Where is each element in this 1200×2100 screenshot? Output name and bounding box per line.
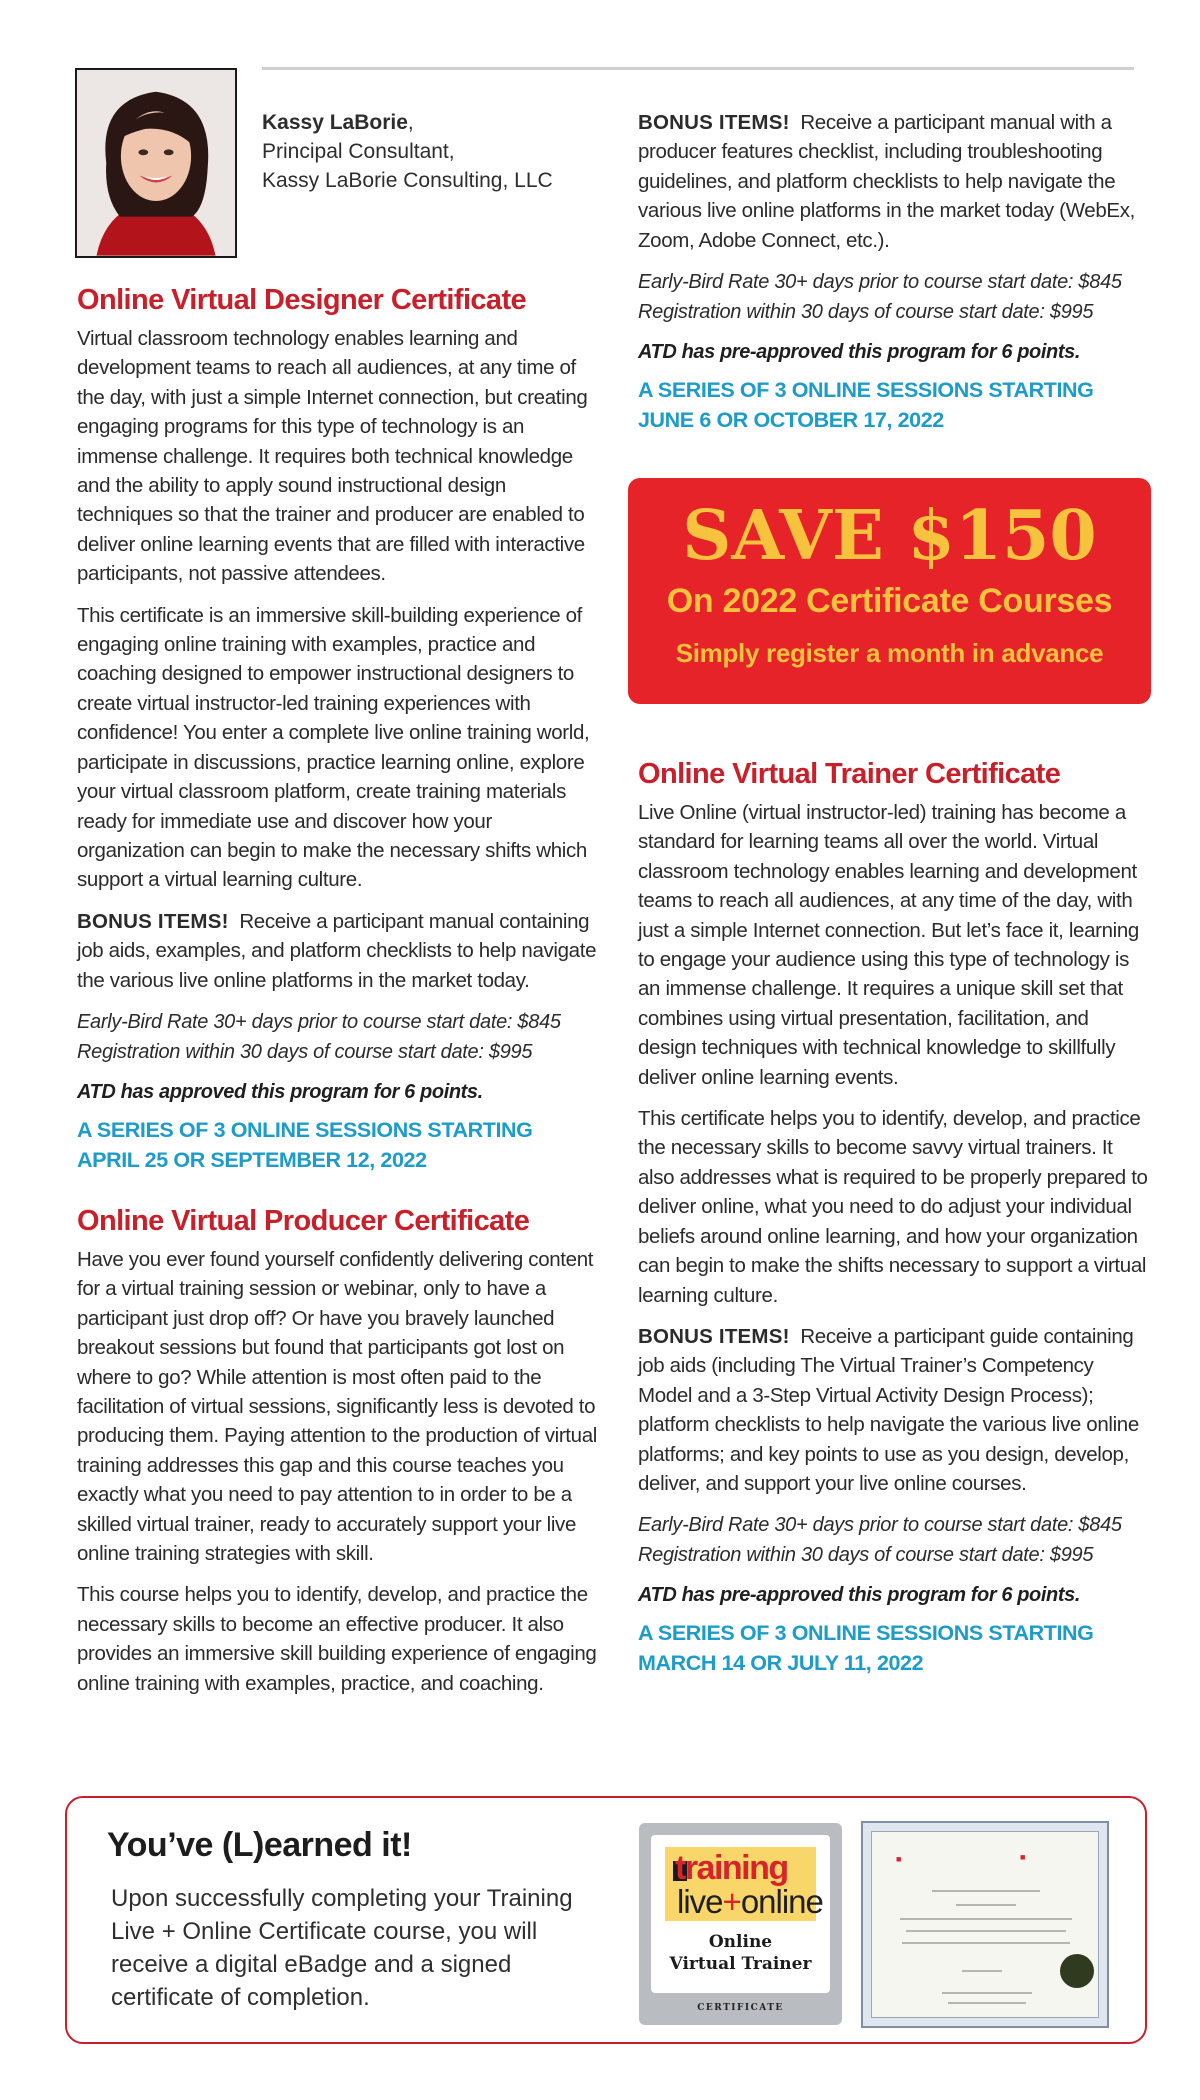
producer-title: Online Virtual Producer Certificate [77,1204,530,1237]
right-column-top [638,108,1150,435]
designer-rate-early: Early-Bird Rate 30+ days prior to course start date: $845 [77,1010,561,1033]
designer-rate-regular: Registration within 30 days of course start date: $995 [77,1040,533,1063]
author-name: Kassy LaBorie [262,111,408,134]
author-block [262,108,592,195]
ebadge-name-line2: Virtual Trainer [669,1954,812,1974]
producer-series-line1: A SERIES OF 3 ONLINE SESSIONS STARTING [638,378,1094,403]
designer-para2: This certificate is an immersive skill-building experience of engaging online training with examples, practice and coaching designed to empower instructional designers to create virtual instructor-led training experiences with confidence! You enter a complete live online training world, participate in discussions, practice learning online, explore your virtual classroom platform, create training materials ready for immediate use and discover how your organization can begin to make the necessary shifts which support a virtual learning culture. [77,603,590,892]
save-note: Simply register a month in advance [675,638,1104,668]
training-logo [665,1847,823,1921]
ebadge-card [651,1835,830,1993]
certificate-paper [871,1831,1099,2018]
producer-series-line2: JUNE 6 OR OCTOBER 17, 2022 [638,408,944,433]
designer-series [77,1115,597,1175]
trainer-section [638,756,1150,1678]
trainer-series-line2: MARCH 14 OR JULY 11, 2022 [638,1651,924,1676]
trainer-rate-early: Early-Bird Rate 30+ days prior to course start date: $845 [638,1514,1122,1537]
trainer-rate-regular: Registration within 30 days of course start date: $995 [638,1544,1094,1567]
designer-section [77,282,597,1175]
logo-live: live [677,1883,723,1920]
designer-rates [77,1007,597,1067]
designer-atd: ATD has approved this program for 6 points. [77,1080,483,1103]
designer-series-line1: A SERIES OF 3 ONLINE SESSIONS STARTING [77,1117,533,1142]
author-company: Kassy LaBorie Consulting, LLC [262,169,553,192]
save-banner [628,478,1151,704]
designer-bonus-text: Receive a participant manual containing job aids, examples, and platform checklists to help navigate the various live online platforms in the market today. [77,909,597,992]
producer-bonus-label: BONUS ITEMS! [638,111,790,134]
save-headline: SAVE $150 [682,496,1097,576]
trainer-atd: ATD has pre-approved this program for 6 points. [638,1584,1080,1607]
certificate-logo-left-icon: ■ [896,1854,902,1864]
producer-atd: ATD has pre-approved this program for 6 points. [638,341,1080,364]
ebadge-name-line1: Online [708,1932,773,1952]
learned-text: Upon successfully completing your Training Live + Online Certificate course, you will receive a digital eBadge and a signed certificate of completion. [111,1885,573,2011]
designer-title: Online Virtual Designer Certificate [77,284,527,316]
top-divider [262,67,1134,70]
learned-title: You’ve (L)earned it! [107,1826,412,1864]
trainer-series [638,1618,1150,1678]
ebadge-footer: CERTIFICATE [697,2003,784,2013]
author-name-comma: , [407,111,414,134]
ebadge-image [639,1823,842,2025]
ebadge-name [651,1931,830,1975]
producer-para1: Have you ever found yourself confidently delivering content for a virtual training session or webinar, only to have a participant just drop off? Or have you bravely launched breakout sessions but found that participants got lost on where to go? While attention is most often paid to the facilitation of virtual sessions, significantly less is devoted to producing them. Paying attention to the production of virtual training addresses this gap and this course teaches you exactly what you need to pay attention to in order to be a skilled virtual trainer, ready to accurately support your live online training strategies with skill. [77,1247,597,1565]
trainer-bonus-text: Receive a participant guide containing job aids (including The Virtual Trainer’s Competency Model and a 3-Step Virtual Activity Design Process); platform checklists to help navigate the various live online platforms; and key points to use as you design, develop, deliver, and support your live online courses. [638,1324,1139,1495]
designer-bonus-label: BONUS ITEMS! [77,909,229,933]
certificate-image [861,1821,1109,2028]
save-subhead: On 2022 Certificate Courses [666,582,1113,620]
designer-series-line2: APRIL 25 OR SEPTEMBER 12, 2022 [77,1147,427,1172]
trainer-title: Online Virtual Trainer Certificate [638,758,1061,790]
certificate-seal-icon [1060,1954,1094,1988]
producer-section [77,1203,597,1698]
producer-para2: This course helps you to identify, develop, and practice the necessary skills to become an effective producer. It also provides an immersive skill building experience of engaging online training with examples, practice, and coaching. [77,1583,597,1695]
logo-plus: + [722,1883,741,1920]
producer-bonus [638,108,1150,255]
producer-rates [638,267,1150,327]
trainer-bonus [638,1322,1150,1498]
producer-series [638,375,1150,435]
designer-para1: Virtual classroom technology enables learning and development teams to reach all audiences, at any time of the day, with just a simple Internet connection, but creating engaging programs for this type of technology is an immense challenge. It requires both technical knowledge and the ability to apply sound instructional design techniques so that the trainer and producer are enabled to deliver online learning events that are filled with interactive participants, not passive attendees. [77,327,588,586]
logo-online: online [740,1883,823,1920]
producer-rate-regular: Registration within 30 days of course start date: $995 [638,301,1094,324]
learned-box [65,1796,1147,2044]
trainer-bonus-label: BONUS ITEMS! [638,1324,790,1348]
trainer-rates [638,1510,1150,1570]
left-column [77,282,597,1710]
designer-bonus [77,907,597,995]
producer-rate-early: Early-Bird Rate 30+ days prior to course start date: $845 [638,271,1122,294]
trainer-series-line1: A SERIES OF 3 ONLINE SESSIONS STARTING [638,1621,1094,1646]
trainer-para2: This certificate helps you to identify, develop, and practice the necessary skills to become savvy virtual trainers. It also addresses what is required to be properly prepared to deliver online, what you need to do adjust your individual beliefs around online learning, and how your organization can begin to make the shifts necessary to support a virtual learning culture. [638,1107,1148,1307]
author-title: Principal Consultant, [262,140,455,163]
producer-bonus-text: Receive a participant manual with a producer features checklist, including troubleshooting guidelines, and platform checklists to help navigate the various live online platforms in the market today (WebEx, Zoom, Adobe Connect, etc.). [638,111,1135,252]
trainer-para1: Live Online (virtual instructor-led) training has become a standard for learning teams all over the world. Virtual classroom technology enables learning and development teams to reach all audiences, at any time of the day, with just a simple Internet connection. But let’s face it, learning to engage your audience using this type of technology is an immense challenge. It requires a unique skill set that combines using virtual presentation, facilitation, and design techniques with technical knowledge to skillfully deliver online learning events. [638,801,1139,1089]
certificate-logo-right-icon: ■ [1020,1852,1026,1862]
logo-training-text: training [675,1849,788,1887]
logo-live-online-text [677,1883,823,1921]
author-photo [75,68,237,258]
